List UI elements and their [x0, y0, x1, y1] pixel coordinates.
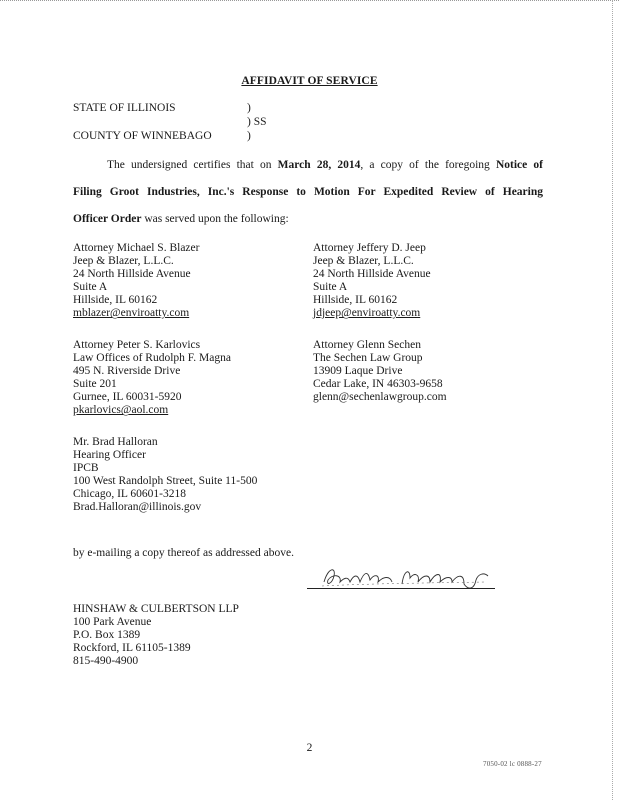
recipient-suite: Suite A [313, 281, 348, 294]
certification-line-2 [73, 186, 543, 199]
recipient-firm: The Sechen Law Group [313, 352, 423, 365]
recipient-block-sechen [313, 339, 447, 404]
signature-line [307, 588, 495, 589]
caption-county-row [73, 130, 251, 143]
caption-ss: ) SS [247, 116, 267, 128]
certification-text-mid: , a copy of the foregoing [360, 159, 496, 171]
scan-edge-right [611, 0, 613, 800]
recipient-block-halloran [73, 436, 257, 515]
recipient-block-karlovics [73, 339, 231, 418]
recipient-block-blazer [73, 242, 199, 321]
recipient-firm: Jeep & Blazer, L.L.C. [313, 255, 414, 268]
recipient-city: Gurnee, IL 60031-5920 [73, 391, 182, 404]
document-title: AFFIDAVIT OF SERVICE [241, 75, 378, 87]
page-number: 2 [306, 742, 313, 754]
recipient-title: Hearing Officer [73, 449, 146, 462]
recipient-firm: Jeep & Blazer, L.L.C. [73, 255, 174, 268]
recipient-city: Cedar Lake, IN 46303-9658 [313, 378, 443, 391]
recipient-street: 24 North Hillside Avenue [313, 268, 431, 281]
firm-name: HINSHAW & CULBERTSON LLP [73, 603, 239, 615]
firm-city: Rockford, IL 61105-1389 [73, 642, 191, 655]
recipient-city: Chicago, IL 60601-3218 [73, 488, 186, 501]
certification-text-end: was served upon the following: [141, 213, 289, 225]
notice-title-end: Officer Order [73, 213, 142, 225]
scan-edge-top [0, 0, 619, 4]
recipient-city: Hillside, IL 60162 [313, 294, 398, 307]
notice-title-cont: Filing Groot Industries, Inc.'s Response to Motion For Expedited Review of Hearing [73, 186, 543, 198]
recipient-name: Attorney Jeffery D. Jeep [313, 242, 426, 254]
service-date: March 28, 2014 [277, 159, 361, 171]
recipient-street: 24 North Hillside Avenue [73, 268, 191, 281]
certification-line-3 [73, 213, 543, 226]
recipient-name: Mr. Brad Halloran [73, 436, 158, 448]
document-id: 7050-02 lc 0888-27 [483, 760, 542, 768]
firm-block [73, 603, 239, 668]
recipient-suite: Suite 201 [73, 378, 117, 391]
recipient-name: Attorney Glenn Sechen [313, 339, 421, 351]
recipient-email[interactable]: Brad.Halloran@illinois.gov [73, 501, 202, 514]
recipient-name: Attorney Michael S. Blazer [73, 242, 200, 254]
recipient-email-link[interactable]: jdjeep@enviroatty.com [313, 307, 421, 320]
recipient-suite: Suite A [73, 281, 108, 294]
firm-phone: 815-490-4900 [73, 655, 139, 668]
recipient-name: Attorney Peter S. Karlovics [73, 339, 201, 351]
firm-po-box: P.O. Box 1389 [73, 629, 141, 642]
caption-state: STATE OF ILLINOIS [73, 102, 176, 114]
service-method-text: by e-mailing a copy thereof as addressed above. [73, 547, 294, 559]
certification-line-1 [107, 159, 543, 172]
recipient-agency: IPCB [73, 462, 99, 475]
recipient-email-link[interactable]: mblazer@enviroatty.com [73, 307, 190, 320]
recipient-firm: Law Offices of Rudolph F. Magna [73, 352, 231, 365]
recipient-email-link[interactable]: pkarlovics@aol.com [73, 404, 169, 417]
caption-state-row [73, 102, 251, 115]
recipient-email[interactable]: glenn@sechenlawgroup.com [313, 391, 447, 404]
recipient-street: 13909 Laque Drive [313, 365, 403, 378]
certification-text-pre: The undersigned certifies that on [107, 159, 278, 171]
firm-street: 100 Park Avenue [73, 616, 152, 629]
recipient-block-jeep [313, 242, 431, 321]
caption-paren-1: ) [247, 102, 251, 114]
caption-county: COUNTY OF WINNEBAGO [73, 130, 212, 142]
recipient-city: Hillside, IL 60162 [73, 294, 158, 307]
recipient-street: 495 N. Riverside Drive [73, 365, 181, 378]
caption-paren-3: ) [247, 130, 251, 142]
recipient-street: 100 West Randolph Street, Suite 11-500 [73, 475, 258, 488]
notice-title-start: Notice of [495, 159, 543, 171]
